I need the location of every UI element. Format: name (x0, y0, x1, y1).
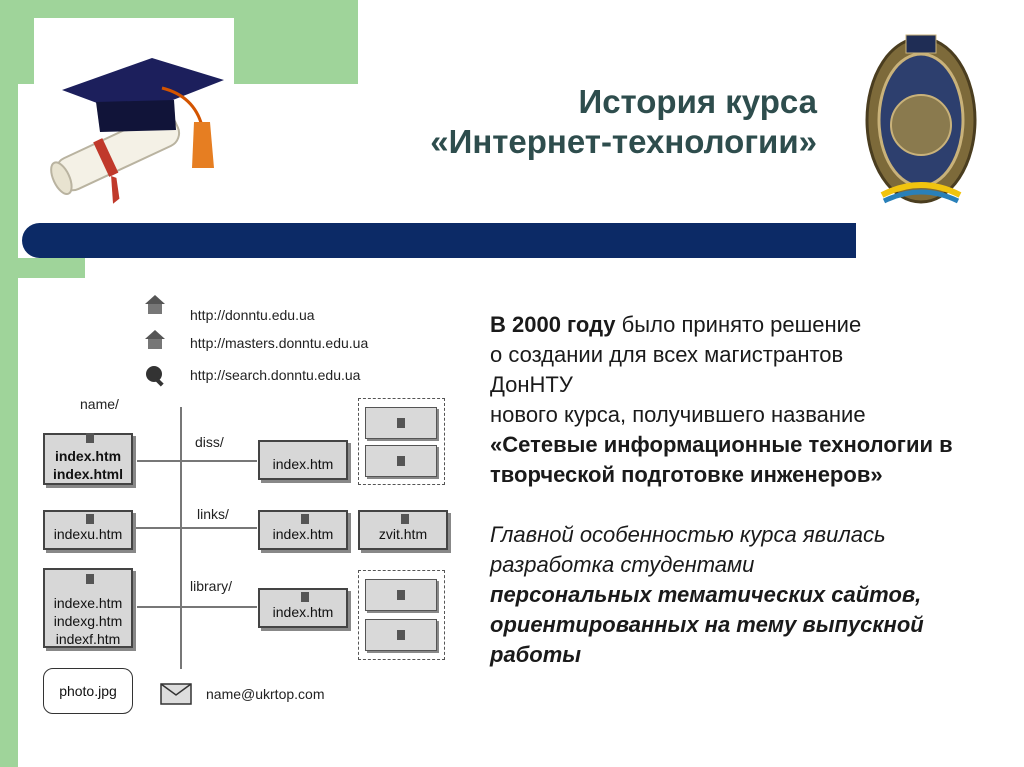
page-icon (301, 592, 309, 602)
tree-branch-line (137, 460, 257, 462)
folder-label: library/ (190, 578, 233, 594)
file-name: index.htm (272, 526, 334, 542)
feature-text: Главной особенностью курса явилась разработка студентами (490, 522, 886, 577)
text-line: нового курса, получившего название (490, 402, 866, 427)
text-line: о создании для всех магистрантов (490, 342, 844, 367)
page-icon (86, 433, 94, 443)
emblem-icon (862, 25, 980, 210)
file-name: indexe.htm (53, 595, 123, 611)
file-name: index.html (52, 466, 123, 482)
placeholder-page (365, 407, 437, 439)
tree-branch-line (122, 527, 257, 529)
tree-branch-line (137, 606, 257, 608)
file-box (358, 510, 448, 550)
placeholder-page (365, 579, 437, 611)
page-title (430, 82, 817, 162)
search-icon (143, 363, 167, 387)
placeholder-page (365, 619, 437, 651)
folder-label: links/ (197, 506, 229, 522)
dashed-group (358, 570, 445, 660)
header-divider-bar (22, 223, 856, 258)
file-box (258, 440, 348, 480)
file-name: index.htm (54, 448, 122, 464)
file-box (258, 510, 348, 550)
file-name: zvit.htm (378, 526, 428, 542)
file-box (258, 588, 348, 628)
year-text: В 2000 году (490, 312, 616, 337)
envelope-icon (160, 683, 192, 705)
file-name: index.htm (272, 604, 334, 620)
page-icon (401, 514, 409, 524)
university-emblem (862, 25, 980, 210)
file-box (43, 510, 133, 550)
root-folder-label: name/ (80, 396, 119, 412)
home-icon (143, 293, 167, 315)
file-name: indexf.htm (55, 631, 121, 647)
feature-bold-text: персональных тематических сайтов, ориентированных на тему выпускной работы (490, 582, 924, 667)
title-line-2: «Интернет-технологии» (430, 123, 817, 160)
email-label: name@ukrtop.com (206, 686, 325, 702)
folder-label: diss/ (195, 434, 224, 450)
url-item: http://masters.donntu.edu.ua (190, 335, 369, 351)
page-icon (86, 574, 94, 584)
file-name: photo.jpg (59, 683, 117, 699)
site-structure-diagram (40, 290, 460, 720)
file-name: indexg.htm (53, 613, 123, 629)
placeholder-page (365, 445, 437, 477)
dashed-group (358, 398, 445, 485)
page-icon (86, 514, 94, 524)
graduation-cap-icon (34, 18, 234, 223)
url-item: http://donntu.edu.ua (190, 307, 315, 323)
photo-file (43, 668, 133, 714)
title-line-1: История курса (578, 83, 817, 120)
graduation-cap-picture (34, 18, 234, 223)
file-name: index.htm (272, 456, 334, 472)
description-text (490, 310, 990, 670)
file-box (43, 568, 133, 648)
file-box (43, 433, 133, 485)
home-icon (143, 328, 167, 350)
tree-trunk-line (180, 407, 182, 669)
course-name: «Сетевые информационные технологии в творческой подготовке инженеров» (490, 432, 953, 487)
url-item: http://search.donntu.edu.ua (190, 367, 361, 383)
file-name: indexu.htm (53, 526, 123, 542)
text-span: было принято решение (615, 312, 862, 337)
text-line: ДонНТУ (490, 372, 573, 397)
page-icon (301, 514, 309, 524)
